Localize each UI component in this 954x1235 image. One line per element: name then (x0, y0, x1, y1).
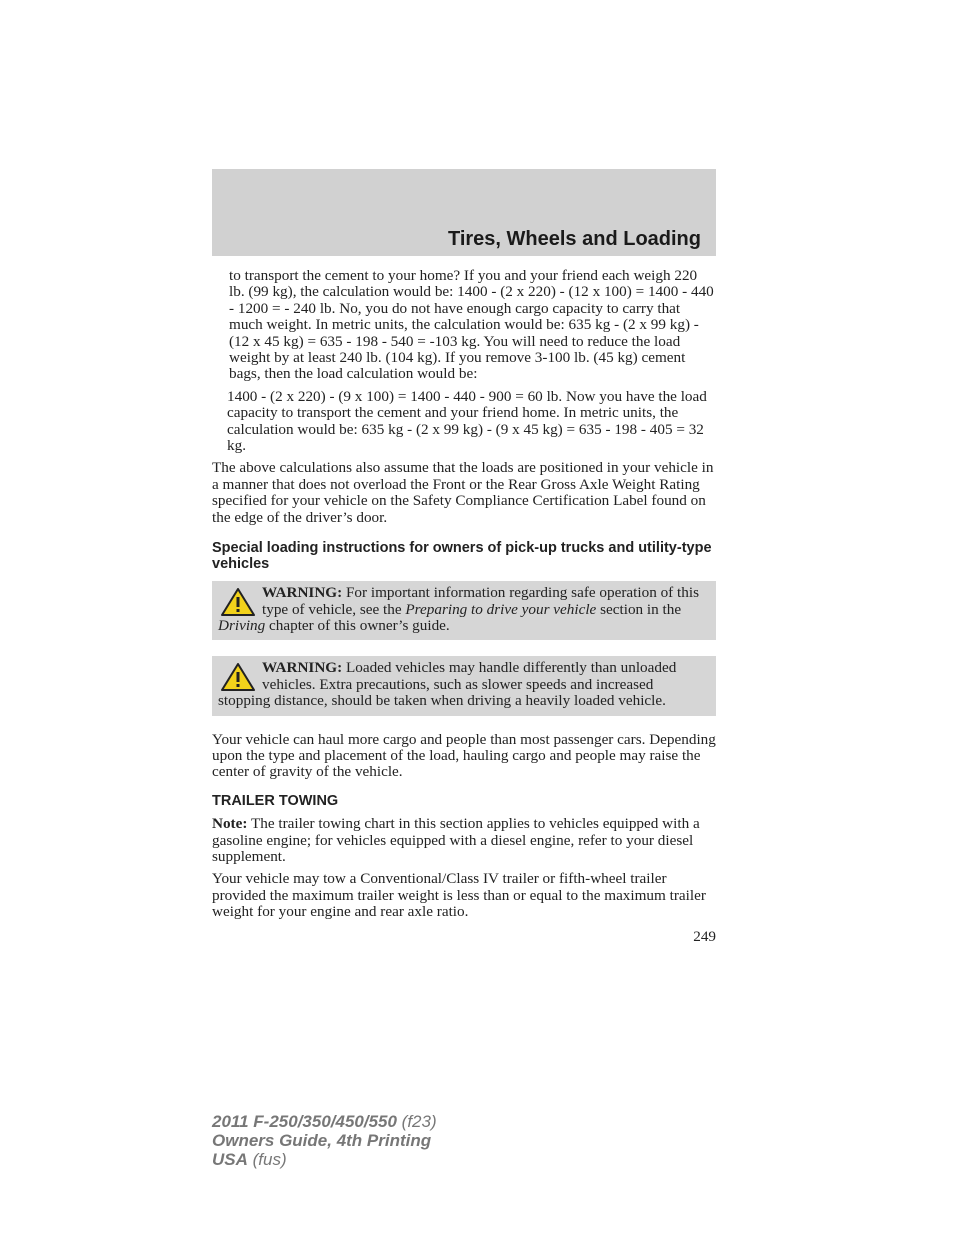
header-band (212, 169, 716, 256)
trailer-towing-heading: TRAILER TOWING (212, 792, 339, 809)
paragraph-note: Note: The trailer towing chart in this section applies to vehicles equipped with a gasoline engine; for vehicles equipped with a diesel engine, refer to your diesel supplement. (212, 815, 700, 865)
section-heading: Special loading instructions for owners of pick-up trucks and utility-type vehicles (212, 540, 712, 573)
page-number: 249 (693, 927, 716, 945)
warning-label: WARNING: (262, 659, 343, 677)
warning-triangle-icon (220, 662, 256, 692)
main-content (212, 268, 716, 945)
paragraph-cargo: Your vehicle can haul more cargo and people than most passenger cars. Depending upon the type and placement of the load, hauling cargo and people may raise the center of gravity of the vehicle. (212, 730, 716, 781)
warning-box-2 (212, 656, 716, 715)
footer-line-3: USA (fus) (212, 1150, 287, 1169)
warning-box-1 (212, 581, 716, 640)
warning-text-2: WARNING: Loaded vehicles may handle differently than unloaded vehicles. Extra precautions, such as slower speeds and increased stopping distance, should be taken when driving a heavily loaded vehicle. (218, 659, 677, 710)
footer (212, 1112, 437, 1169)
warning-label: WARNING: (262, 584, 343, 602)
paragraph-trailer: Your vehicle may tow a Conventional/Class IV trailer or fifth-wheel trailer provided the maximum trailer weight is less than or equal to the maximum trailer weight for your engine and rear axle ratio. (212, 870, 706, 921)
paragraph-calculation: to transport the cement to your home? If you and your friend each weigh 220 lb. (99 kg), the calculation would be: 1400 - (2 x 220) - (12 x 100) = 1400 - 440 - 1200 = - 240 lb. No, you do not have enough cargo capacity to carry that much weight. In metric units, the calculation would be: 635 kg - (2 x 99 kg) - (12 x 45 kg) = 635 - 198 - 540 = -103 kg. You will need to reduce the load weight by at least 240 lb. (104 kg). If you remove 3-100 lb. (45 kg) cement bags, then the load calculation would be: (229, 267, 714, 383)
footer-line-1: 2011 F-250/350/450/550 (f23) (212, 1112, 437, 1131)
footer-line-2: Owners Guide, 4th Printing (212, 1131, 432, 1150)
paragraph-load-calculation: 1400 - (2 x 220) - (9 x 100) = 1400 - 440 - 900 = 60 lb. Now you have the load capacity to transport the cement and your friend home. In metric units, the calculation would be: 635 kg - (2 x 99 kg) - (9 x 45 kg) = 635 - 198 - 405 = 32 kg. (227, 387, 707, 455)
warning-text-1: WARNING: For important information regarding safe operation of this type of vehicle, see the Preparing to drive your vehicle section in the Driving chapter of this owner’s guide. (218, 584, 699, 634)
paragraph-axle-weight: The above calculations also assume that the loads are positioned in your vehicle in a manner that does not overload the Front or the Rear Gross Axle Weight Rating specified for your vehicle on the Safety Compliance Certification Label found on the edge of the driver’s door. (212, 459, 714, 526)
page-title: Tires, Wheels and Loading (447, 228, 701, 250)
warning-triangle-icon (220, 587, 256, 617)
note-label: Note: (212, 815, 248, 833)
